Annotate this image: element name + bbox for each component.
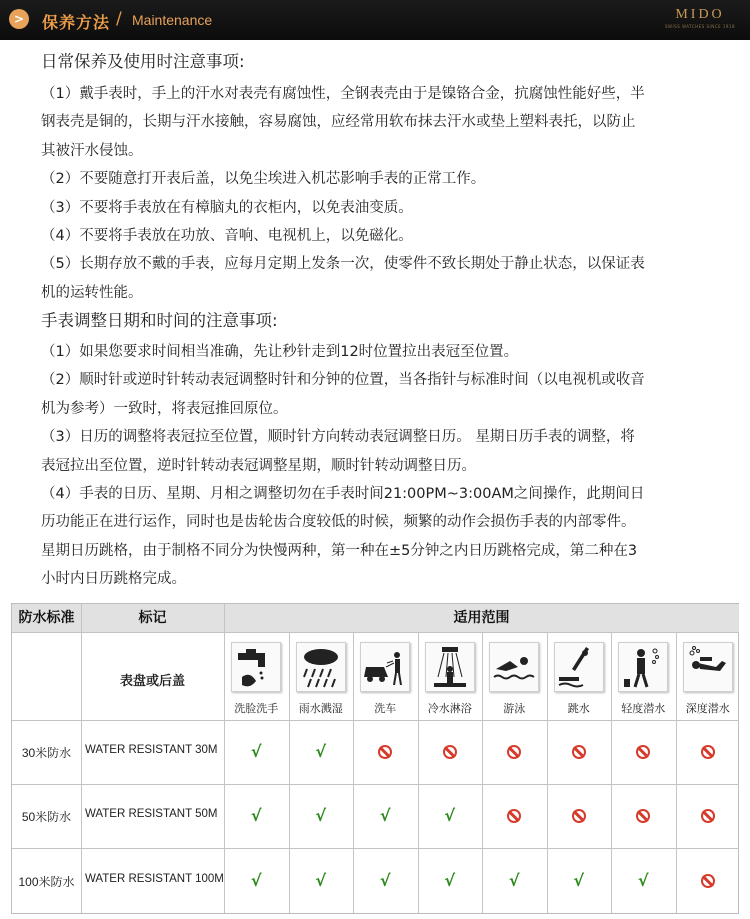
prohibited-icon (701, 809, 715, 823)
check-icon: √ (573, 870, 585, 890)
paragraph-line: 机的运转性能。 (41, 284, 143, 301)
table-divider (12, 720, 739, 721)
header-range: 适用范围 (224, 604, 739, 632)
table-divider (289, 632, 290, 913)
paragraph-line: （1）如果您要求时间相当准确，先让秒针走到12时位置拉出表冠至位置。 (41, 344, 519, 360)
daily-care-heading: 日常保养及使用时注意事项: (41, 52, 245, 71)
check-icon: √ (508, 870, 520, 890)
prohibited-icon (572, 745, 586, 759)
swimming-icon (489, 642, 539, 692)
paragraph-line: （4）不要将手表放在功放、音响、电视机上，以免磁化。 (41, 228, 413, 244)
table-divider (547, 632, 548, 913)
table-divider (12, 632, 739, 633)
table-divider (353, 632, 354, 913)
check-icon: √ (315, 806, 327, 825)
diving-icon (554, 642, 604, 692)
activity-label: 游泳 (503, 702, 526, 715)
paragraph-line: （2）不要随意打开表后盖，以免尘埃进入机芯影响手表的正常工作。 (41, 171, 486, 188)
prohibited-icon (636, 809, 650, 823)
paragraph-line: 其被汗水侵蚀。 (41, 142, 143, 159)
check-icon: √ (444, 870, 456, 890)
activity-label: 跳水 (567, 702, 590, 715)
prohibited-icon (701, 745, 715, 759)
prohibited-icon (507, 745, 521, 759)
standard-cell: 50米防水 (21, 810, 72, 824)
prohibited-icon (443, 745, 457, 759)
check-icon: √ (315, 870, 327, 890)
table-divider (12, 784, 739, 785)
activity-label: 轻度潜水 (621, 702, 666, 715)
scuba-icon (683, 642, 733, 692)
paragraph-line: （3）日历的调整将表冠拉至位置，顺时针方向转动表冠调整日历。 星期日历手表的调整，将 (41, 429, 635, 446)
prohibited-icon (636, 745, 650, 759)
paragraph-line: 表冠拉出至位置，逆时针转动表冠调整星期，顺时针转动调整日历。 (41, 457, 476, 474)
check-icon: √ (637, 870, 649, 890)
check-icon: √ (315, 742, 327, 761)
water-resistance-table (11, 603, 739, 914)
prohibited-icon (701, 874, 715, 888)
check-icon: √ (250, 742, 262, 761)
activity-label: 深度潜水 (685, 702, 730, 715)
rain-icon (296, 642, 346, 692)
check-icon: √ (250, 806, 262, 825)
activity-label: 雨水溅湿 (298, 702, 343, 715)
table-divider (418, 632, 419, 913)
check-icon: √ (250, 870, 262, 890)
check-icon: √ (379, 870, 391, 890)
standard-cell: 100米防水 (18, 874, 75, 889)
standard-cell: 30米防水 (21, 746, 72, 760)
faucet-icon (231, 642, 281, 692)
paragraph-line: 星期日历跳格，由于制格不同分为快慢两种，第一种在±5分钟之内日历跳格完成，第二种在3 (41, 542, 638, 559)
paragraph-line: （3）不要将手表放在有樟脑丸的衣柜内，以免表油变质。 (41, 199, 413, 216)
adjust-heading: 手表调整日期和时间的注意事项: (41, 311, 278, 330)
mark-cell: WATER RESISTANT 30M (85, 744, 218, 756)
arrow-icon: > (9, 9, 29, 29)
header-bar (0, 0, 750, 40)
mark-cell: WATER RESISTANT 100M (85, 872, 224, 885)
prohibited-icon (572, 809, 586, 823)
table-divider (482, 632, 483, 913)
brand-tagline: SWISS WATCHES SINCE 1918 (664, 24, 735, 29)
snorkel-icon (618, 642, 668, 692)
paragraph-line: （5）长期存放不戴的手表，应每月定期上发条一次，使零件不致长期处于静止状态，以保证表 (41, 256, 645, 273)
paragraph-line: （1）戴手表时，手上的汗水对表壳有腐蚀性，全钢表壳由于是镍铬合金，抗腐蚀性能好些，半 (41, 86, 645, 102)
activity-label: 洗脸洗手 (234, 702, 279, 715)
header-standard: 防水标准 (12, 604, 81, 632)
table-divider (224, 604, 225, 913)
header-mark: 标记 (81, 604, 224, 632)
paragraph-line: 小时内日历跳格完成。 (41, 571, 186, 588)
section-title-cn: 保养方法 (42, 13, 111, 32)
table-divider (81, 604, 82, 913)
activity-label: 冷水淋浴 (427, 702, 472, 715)
table-divider (676, 632, 677, 913)
prohibited-icon (507, 809, 521, 823)
brand-name: MIDO (675, 7, 725, 22)
table-divider (12, 848, 739, 849)
shower-icon (425, 642, 475, 692)
check-icon: √ (379, 806, 391, 825)
brand-logo (660, 7, 740, 29)
car-wash-icon (360, 642, 410, 692)
paragraph-line: （4）手表的日历、星期、月相之调整切勿在手表时间21:00PM~3:00AM之间操作，此期间日 (41, 486, 645, 502)
table-divider (611, 632, 612, 913)
activity-label: 洗车 (374, 702, 397, 715)
title-separator: / (116, 9, 122, 29)
check-icon: √ (444, 806, 456, 825)
paragraph-line: 机为参考）一致时，将表冠推回原位。 (41, 400, 288, 417)
mark-subheader: 表盘或后盖 (119, 673, 185, 688)
paragraph-line: 钢表壳是铜的，长期与汗水接触，容易腐蚀，应经常用软布抹去汗水或垫上塑料表托，以防止 (41, 114, 636, 131)
prohibited-icon (378, 745, 392, 759)
paragraph-line: （2）顺时针或逆时针转动表冠调整时针和分钟的位置，当各指针与标准时间（以电视机或收音 (41, 372, 645, 389)
paragraph-line: 历功能正在进行运作，同时也是齿轮齿合度较低的时候，频繁的动作会损伤手表的内部零件。 (41, 514, 636, 531)
mark-cell: WATER RESISTANT 50M (85, 808, 218, 820)
section-title-en: Maintenance (132, 12, 213, 28)
